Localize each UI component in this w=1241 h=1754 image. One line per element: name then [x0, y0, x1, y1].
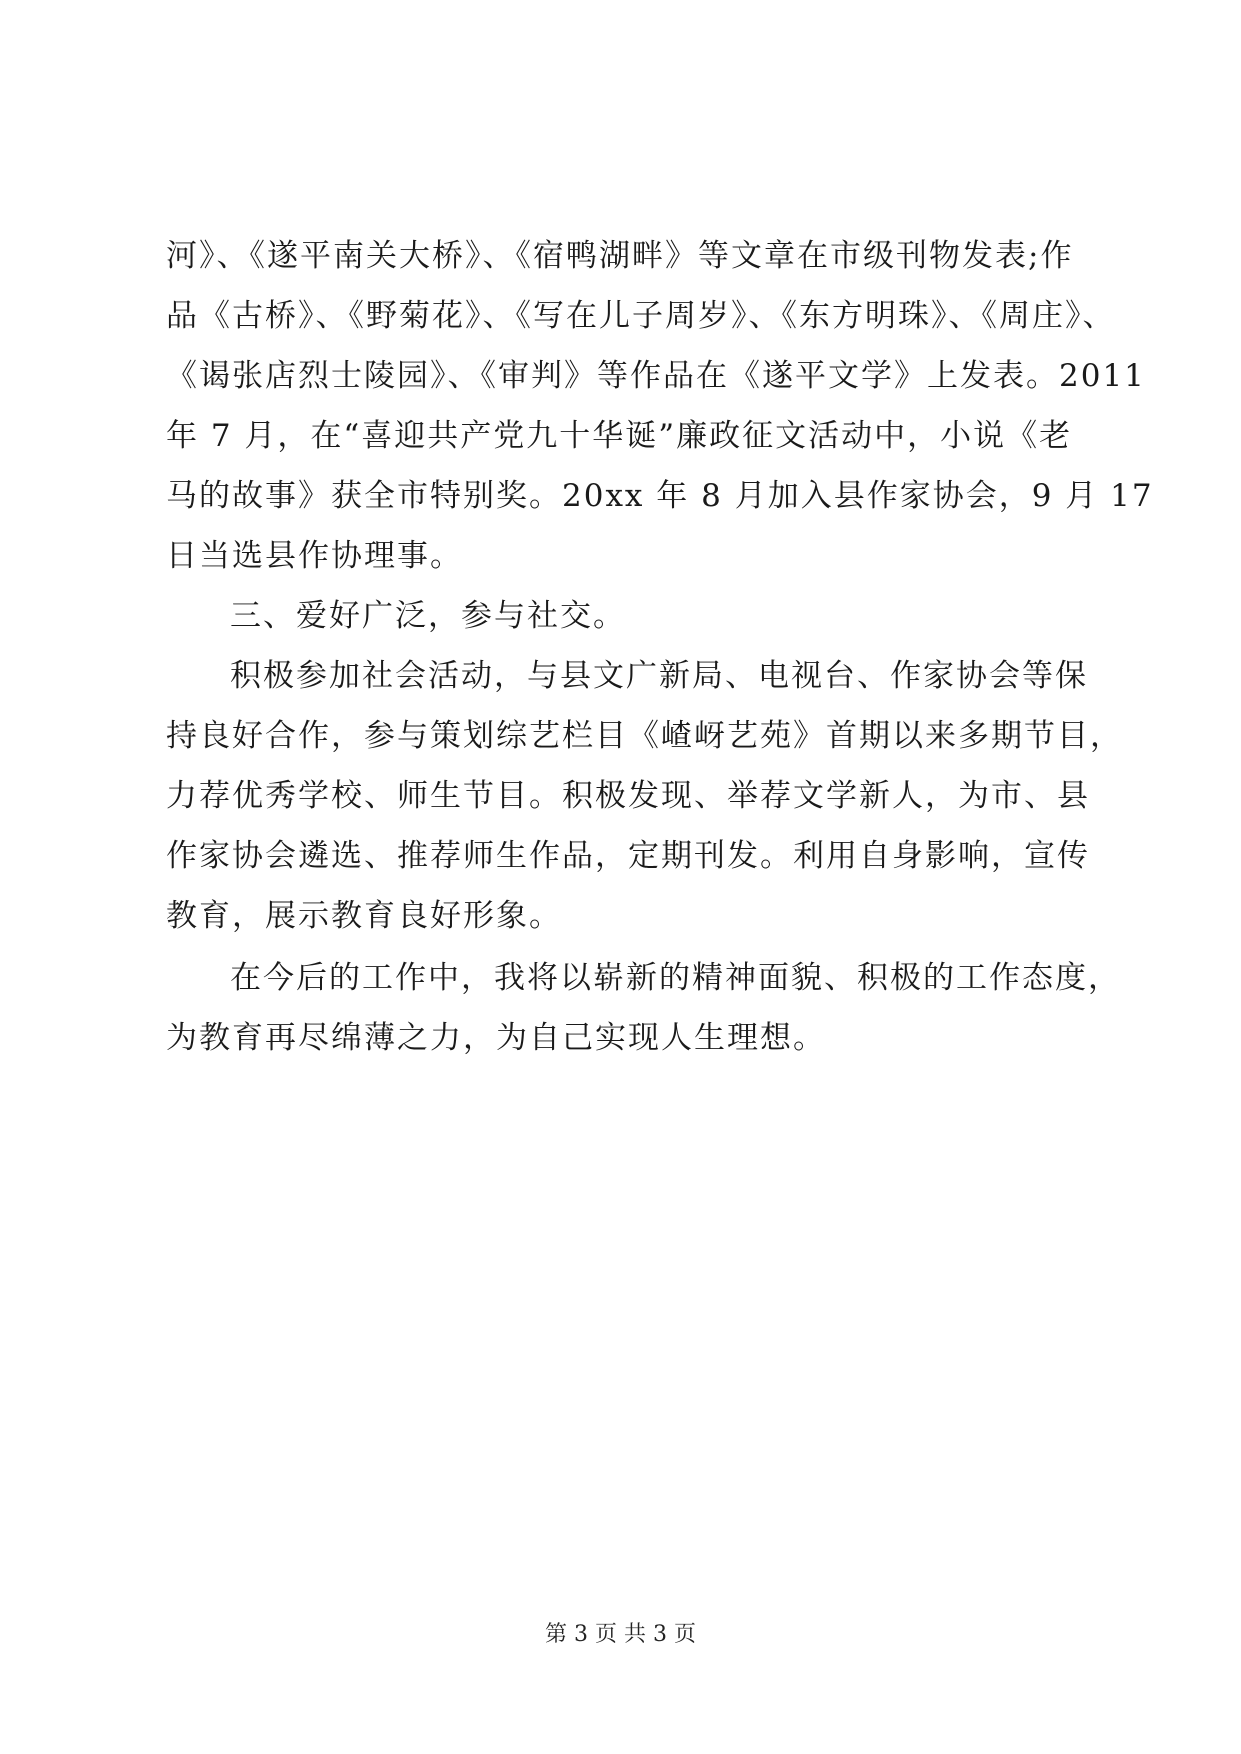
text-line: 力荐优秀学校、师生节目。积极发现、举荐文学新人，为市、县	[166, 778, 1090, 814]
text-line: 在今后的工作中，我将以崭新的精神面貌、积极的工作态度，	[230, 960, 1121, 996]
page-number-footer: 第 3 页 共 3 页	[545, 1622, 696, 1647]
text-line: 持良好合作，参与策划综艺栏目《嵖岈艺苑》首期以来多期节目，	[166, 718, 1123, 754]
text-line: 年 7 月，在“喜迎共产党九十华诞”廉政征文活动中，小说《老	[166, 418, 1073, 454]
text-line: 河》、《遂平南关大桥》、《宿鸭湖畔》等文章在市级刊物发表;作	[166, 238, 1074, 274]
text-line: 为教育再尽绵薄之力，为自己实现人生理想。	[166, 1020, 826, 1056]
text-line: 《谒张店烈士陵园》、《审判》等作品在《遂平文学》上发表。2011	[166, 358, 1146, 394]
text-line: 马的故事》获全市特别奖。20xx 年 8 月加入县作家协会，9 月 17	[166, 478, 1154, 514]
text-line: 教育，展示教育良好形象。	[166, 898, 562, 934]
text-line: 积极参加社会活动，与县文广新局、电视台、作家协会等保	[230, 658, 1088, 694]
text-line: 品《古桥》、《野菊花》、《写在儿子周岁》、《东方明珠》、《周庄》、	[166, 298, 1116, 334]
text-line: 作家协会遴选、推荐师生作品，定期刊发。利用自身影响，宣传	[166, 838, 1090, 874]
text-line: 日当选县作协理事。	[166, 538, 463, 574]
section-heading: 三、爱好广泛，参与社交。	[230, 598, 626, 634]
